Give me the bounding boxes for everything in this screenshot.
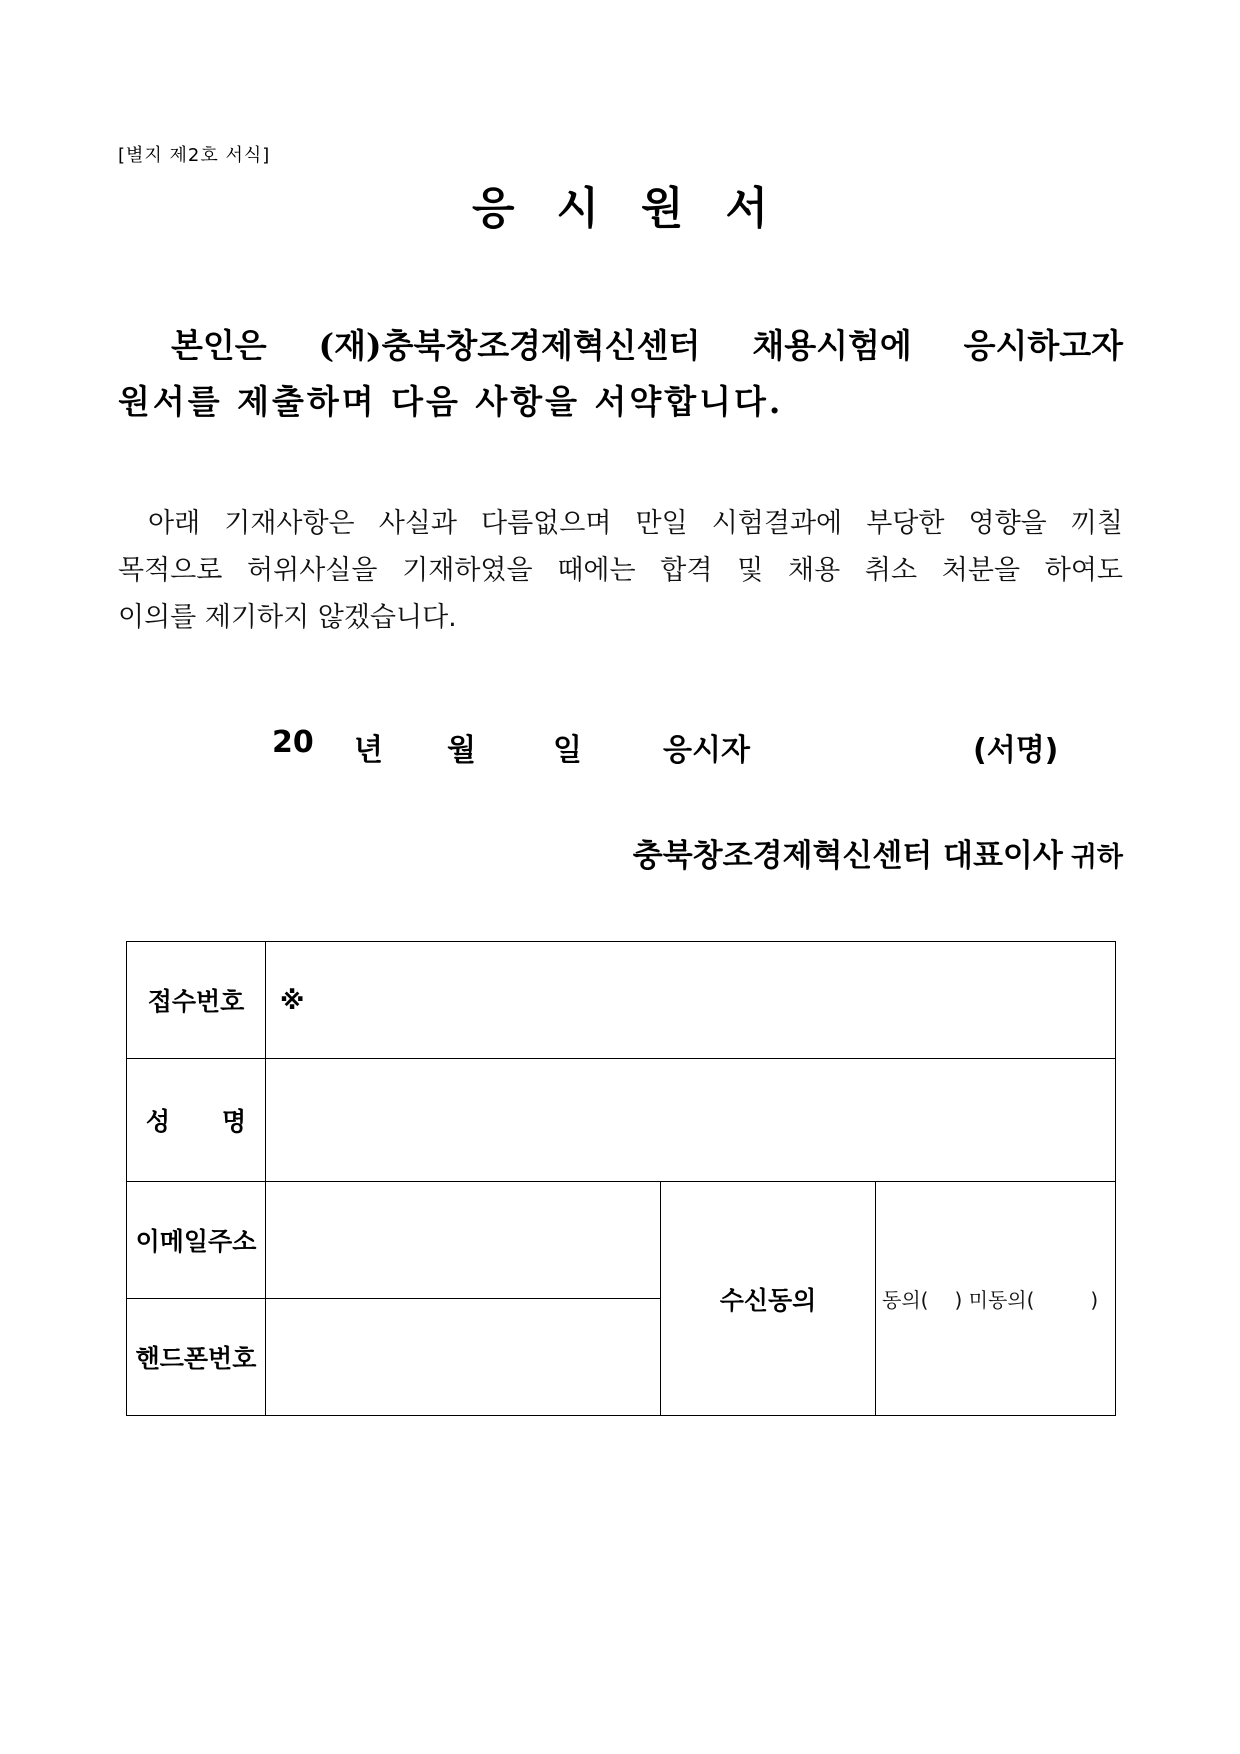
name-label [127, 1059, 266, 1182]
receipt-number-label: 접수번호 [127, 942, 266, 1059]
addressee-honorific: 귀하 [1070, 842, 1123, 873]
consent-label: 수신동의 [661, 1182, 876, 1416]
consent-disagree-option[interactable]: 미동의( [968, 1288, 1035, 1312]
notice-line-1: 아래 기재사항은 사실과 다름없으며 만일 시험결과에 부당한 영향을 끼칠 [148, 508, 1123, 539]
year-prefix: 20 [272, 725, 314, 760]
pledge-line-1: 본인은 (재)충북창조경제혁신센터 채용시험에 응시하고자 [171, 326, 1123, 365]
name-row [127, 1059, 1116, 1182]
notice-line-3: 이의를 제기하지 않겠습니다. [118, 602, 457, 633]
signature-label: (서명) [973, 733, 1059, 768]
year-label: 년 [354, 733, 383, 768]
notice-statement [118, 500, 1123, 641]
day-label: 일 [553, 733, 582, 768]
receipt-row [127, 942, 1116, 1059]
form-number-label: [별지 제2호 서식] [118, 145, 271, 166]
addressee [633, 830, 1123, 875]
consent-agree-close: ) [954, 1288, 963, 1312]
receipt-number-field: ※ [266, 942, 1116, 1059]
page-title: 응시원서 [471, 183, 810, 234]
application-form-table [126, 941, 1116, 1416]
name-field[interactable] [266, 1059, 1116, 1182]
consent-disagree-close: ) [1090, 1288, 1099, 1312]
name-label-char-2: 명 [222, 1107, 247, 1136]
phone-field[interactable] [266, 1299, 661, 1416]
pledge-statement [118, 318, 1123, 430]
addressee-recipient: 충북창조경제혁신센터 대표이사 [632, 838, 1063, 874]
notice-line-2: 목적으로 허위사실을 기재하였을 때에는 합격 및 채용 취소 처분을 하여도 [118, 555, 1123, 586]
applicant-label: 응시자 [663, 733, 750, 768]
email-label: 이메일주소 [127, 1182, 266, 1299]
consent-options [876, 1182, 1116, 1416]
month-label: 월 [447, 733, 476, 768]
pledge-line-2: 원서를 제출하며 다음 사항을 서약합니다. [118, 382, 784, 421]
consent-agree-option[interactable]: 동의( [882, 1288, 929, 1312]
phone-label: 핸드폰번호 [127, 1299, 266, 1416]
email-field[interactable] [266, 1182, 661, 1299]
name-label-char-1: 성 [145, 1107, 170, 1136]
email-row [127, 1182, 1116, 1299]
